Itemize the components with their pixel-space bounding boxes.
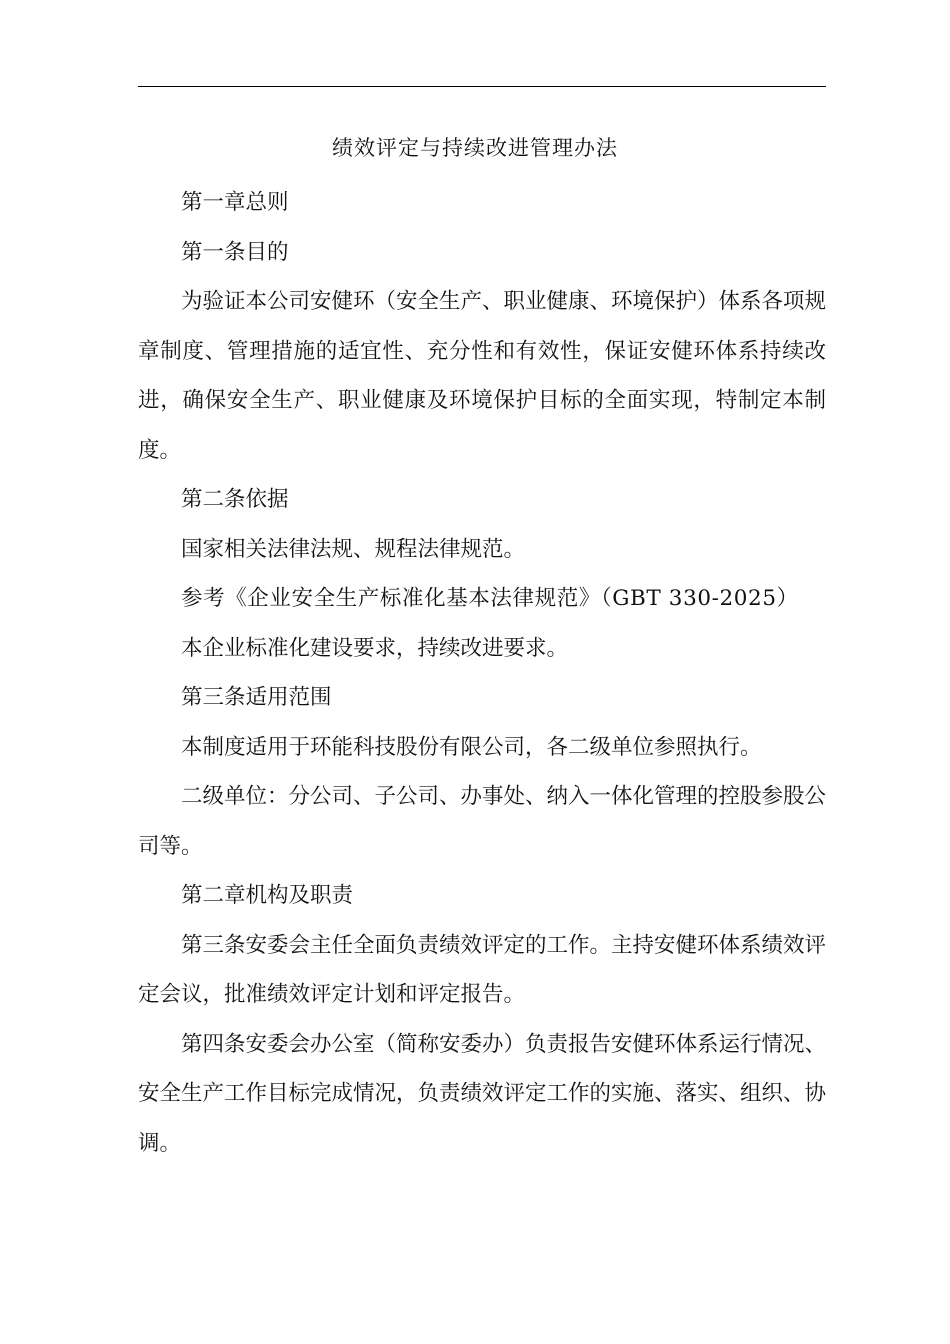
header-rule — [138, 86, 826, 87]
body-paragraph: 为验证本公司安健环（安全生产、职业健康、环境保护）体系各项规章制度、管理措施的适宜性、充分性和有效性，保证安健环体系持续改进，确保安全生产、职业健康及环境保护目标的全面实现，特制定本制度。 — [138, 289, 827, 463]
document-body — [138, 178, 826, 1168]
article-heading: 第三条适用范围 — [181, 685, 332, 710]
chapter-heading: 第一章总则 — [181, 190, 289, 215]
body-paragraph: 第四条安委会办公室（简称安委办）负责报告安健环体系运行情况、安全生产工作目标完成情况，负责绩效评定工作的实施、落实、组织、协调。 — [138, 1031, 827, 1156]
body-paragraph: 本制度适用于环能科技股份有限公司，各二级单位参照执行。 — [181, 734, 762, 760]
body-paragraph: 国家相关法律法规、规程法律规范。 — [181, 536, 526, 562]
body-paragraph: 参考《企业安全生产标准化基本法律规范》（GBT 330-2025） — [181, 586, 799, 611]
body-paragraph: 第三条安委会主任全面负责绩效评定的工作。主持安健环体系绩效评定会议，批准绩效评定计划和评定报告。 — [138, 932, 827, 1007]
body-paragraph: 二级单位：分公司、子公司、办事处、纳入一体化管理的控股参股公司等。 — [138, 784, 827, 859]
article-heading: 第一条目的 — [181, 239, 289, 265]
body-paragraph: 本企业标准化建设要求，持续改进要求。 — [181, 635, 569, 661]
chapter-heading: 第二章机构及职责 — [181, 883, 354, 908]
article-heading: 第二条依据 — [181, 487, 289, 512]
document-title: 绩效评定与持续改进管理办法 — [332, 136, 618, 160]
